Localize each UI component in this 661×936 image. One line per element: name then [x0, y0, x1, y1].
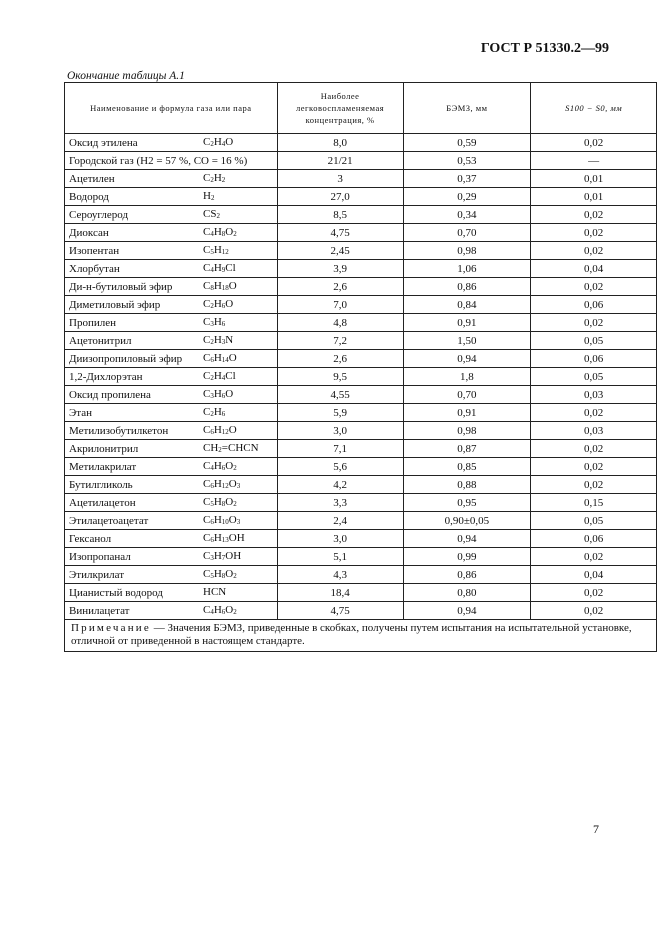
- concentration-cell: 5,6: [277, 458, 403, 476]
- diff-cell: 0,06: [531, 350, 657, 368]
- bemz-cell: 0,53: [403, 152, 531, 170]
- diff-cell: 0,02: [531, 314, 657, 332]
- table-row: [65, 152, 657, 170]
- table-caption: Окончание таблицы А.1: [67, 70, 185, 82]
- gas-name: Пропилен: [69, 316, 116, 329]
- table-row: [65, 296, 657, 314]
- gas-name-cell: [65, 476, 278, 494]
- document-header: ГОСТ Р 51330.2—99: [480, 41, 609, 56]
- diff-cell: 0,01: [531, 188, 657, 206]
- concentration-cell: 2,6: [277, 278, 403, 296]
- gas-name: Ацетилен: [69, 172, 115, 185]
- gas-name-cell: [65, 368, 278, 386]
- gas-formula: $C_5H_{12}$: [203, 244, 229, 256]
- diff-cell: 0,15: [531, 494, 657, 512]
- gas-formula: $C_5H_8O_2$: [203, 496, 237, 508]
- concentration-cell: 2,4: [277, 512, 403, 530]
- column-header-concentration: Наиболее легковоспламеняемая концентрация, %: [277, 83, 403, 134]
- diff-cell: 0,05: [531, 332, 657, 350]
- column-header-diff-text: S100 − S0, мм: [565, 103, 623, 113]
- gas-name: Этан: [69, 406, 92, 419]
- table-row: [65, 422, 657, 440]
- bemz-cell: 0,86: [403, 566, 531, 584]
- gas-name-cell: [65, 332, 278, 350]
- bemz-cell: 0,85: [403, 458, 531, 476]
- gas-name-cell: [65, 134, 278, 152]
- gas-formula: $C_6H_{13}OH$: [203, 532, 245, 544]
- column-header-bemz: БЭМЗ, мм: [403, 83, 531, 134]
- concentration-cell: 3,0: [277, 422, 403, 440]
- concentration-cell: 8,5: [277, 206, 403, 224]
- gas-name-cell: [65, 422, 278, 440]
- bemz-cell: 0,98: [403, 242, 531, 260]
- table-row: [65, 188, 657, 206]
- table-row: [65, 260, 657, 278]
- gas-name: Сероуглерод: [69, 208, 129, 221]
- bemz-cell: 0,59: [403, 134, 531, 152]
- gas-name: Водород: [69, 190, 109, 203]
- gas-name-cell: [65, 278, 278, 296]
- gas-name-cell: [65, 260, 278, 278]
- concentration-cell: 7,0: [277, 296, 403, 314]
- table-row: [65, 566, 657, 584]
- gas-name: Диоксан: [69, 226, 109, 239]
- table-row: [65, 314, 657, 332]
- table-row: [65, 458, 657, 476]
- gas-name-cell: [65, 530, 278, 548]
- gas-formula: $C_2H_3N$: [203, 334, 234, 346]
- diff-cell: 0,05: [531, 368, 657, 386]
- concentration-cell: 2,45: [277, 242, 403, 260]
- gas-name: Метилакрилат: [69, 460, 137, 473]
- concentration-cell: 5,1: [277, 548, 403, 566]
- concentration-cell: 4,8: [277, 314, 403, 332]
- gas-formula: $C_2H_6$: [203, 406, 226, 418]
- diff-cell: 0,02: [531, 242, 657, 260]
- gas-name: Акрилонитрил: [69, 442, 139, 455]
- gas-formula: $C_4H_9Cl$: [203, 262, 236, 274]
- gas-formula: $C_2H_4O$: [203, 136, 234, 148]
- concentration-cell: 2,6: [277, 350, 403, 368]
- concentration-cell: 4,3: [277, 566, 403, 584]
- bemz-cell: 0,99: [403, 548, 531, 566]
- diff-cell: —: [531, 152, 657, 170]
- bemz-cell: 0,98: [403, 422, 531, 440]
- gas-name: Винилацетат: [69, 604, 130, 617]
- bemz-cell: 1,06: [403, 260, 531, 278]
- concentration-cell: 4,55: [277, 386, 403, 404]
- table-row: [65, 206, 657, 224]
- gas-formula: $C_3H_6O$: [203, 388, 234, 400]
- column-header-diff: [531, 83, 657, 134]
- concentration-cell: 21/21: [277, 152, 403, 170]
- gas-name-cell: [65, 224, 278, 242]
- concentration-cell: 27,0: [277, 188, 403, 206]
- diff-cell: 0,02: [531, 404, 657, 422]
- gas-formula: $C_6H_{14}O$: [203, 352, 237, 364]
- table-row: [65, 602, 657, 620]
- gas-name: Хлорбутан: [69, 262, 120, 275]
- concentration-cell: 3,3: [277, 494, 403, 512]
- concentration-cell: 3,0: [277, 530, 403, 548]
- diff-cell: 0,04: [531, 260, 657, 278]
- concentration-cell: 4,2: [277, 476, 403, 494]
- gas-formula: $C_2H_6O$: [203, 298, 234, 310]
- concentration-cell: 4,75: [277, 602, 403, 620]
- bemz-cell: 0,94: [403, 350, 531, 368]
- gas-name-cell: [65, 566, 278, 584]
- gas-name: Ацетонитрил: [69, 334, 132, 347]
- diff-cell: 0,02: [531, 134, 657, 152]
- gas-name-cell: [65, 602, 278, 620]
- gas-name: Оксид пропилена: [69, 388, 151, 401]
- bemz-cell: 0,95: [403, 494, 531, 512]
- gas-formula: $C_4H_8O_2$: [203, 226, 237, 238]
- diff-cell: 0,03: [531, 422, 657, 440]
- gas-name: Бутилгликоль: [69, 478, 133, 491]
- gas-name: Этилацетоацетат: [69, 514, 149, 527]
- concentration-cell: 5,9: [277, 404, 403, 422]
- table-row: [65, 170, 657, 188]
- gas-name: Цианистый водород: [69, 586, 163, 599]
- gas-name: 1,2-Дихлорэтан: [69, 370, 143, 383]
- bemz-cell: 0,86: [403, 278, 531, 296]
- note-label: Примечание: [71, 622, 151, 634]
- bemz-cell: 0,94: [403, 530, 531, 548]
- table-row: [65, 440, 657, 458]
- gas-name: Диизопропиловый эфир: [69, 352, 183, 365]
- gas-name-cell: [65, 188, 278, 206]
- bemz-cell: 0,84: [403, 296, 531, 314]
- gas-name-cell: [65, 386, 278, 404]
- gas-name-cell: [65, 440, 278, 458]
- concentration-cell: 7,1: [277, 440, 403, 458]
- diff-cell: 0,02: [531, 440, 657, 458]
- gas-name: Диметиловый эфир: [69, 298, 161, 311]
- gas-name: Метилизобутилкетон: [69, 424, 169, 437]
- gas-name-cell: [65, 512, 278, 530]
- gas-formula: $C_4H_6O_2$: [203, 460, 237, 472]
- gas-name-cell: [65, 350, 278, 368]
- note-cell: [65, 620, 657, 652]
- bemz-cell: 0,88: [403, 476, 531, 494]
- table-row: [65, 350, 657, 368]
- table-row: [65, 512, 657, 530]
- diff-cell: 0,03: [531, 386, 657, 404]
- gas-formula: HCN: [203, 586, 227, 598]
- gas-name: Изопропанал: [69, 550, 131, 563]
- table-row: [65, 404, 657, 422]
- page-number: 7: [593, 822, 599, 836]
- concentration-cell: 8,0: [277, 134, 403, 152]
- bemz-cell: 0,70: [403, 224, 531, 242]
- gas-name: Ацетилацетон: [69, 496, 136, 509]
- gas-name-cell: [65, 170, 278, 188]
- gas-name: Гексанол: [69, 532, 112, 545]
- table-row: [65, 548, 657, 566]
- diff-cell: 0,02: [531, 476, 657, 494]
- concentration-cell: 3: [277, 170, 403, 188]
- gas-formula: $C_4H_6O_2$: [203, 604, 237, 616]
- gas-properties-table: [64, 82, 657, 652]
- gas-name: Городской газ (H2 = 57 %, CO = 16 %): [69, 154, 248, 167]
- concentration-cell: 3,9: [277, 260, 403, 278]
- bemz-cell: 1,8: [403, 368, 531, 386]
- table-row: [65, 530, 657, 548]
- gas-name-cell: [65, 152, 278, 170]
- diff-cell: 0,02: [531, 278, 657, 296]
- diff-cell: 0,02: [531, 602, 657, 620]
- gas-name: Изопентан: [69, 244, 120, 257]
- gas-formula: $C_2H_4Cl$: [203, 370, 236, 382]
- gas-name-cell: [65, 206, 278, 224]
- diff-cell: 0,02: [531, 224, 657, 242]
- diff-cell: 0,02: [531, 584, 657, 602]
- gas-name-cell: [65, 314, 278, 332]
- bemz-cell: 0,70: [403, 386, 531, 404]
- gas-name-cell: [65, 584, 278, 602]
- table-row: [65, 494, 657, 512]
- table-row: [65, 134, 657, 152]
- concentration-cell: 18,4: [277, 584, 403, 602]
- table-row: [65, 476, 657, 494]
- table-row: [65, 584, 657, 602]
- bemz-cell: 1,50: [403, 332, 531, 350]
- gas-name-cell: [65, 458, 278, 476]
- table-row: [65, 368, 657, 386]
- gas-formula: $C_6H_{12}O$: [203, 424, 237, 436]
- note-row: [65, 620, 657, 652]
- gas-formula: $CS_2$: [203, 208, 220, 220]
- gas-name-cell: [65, 296, 278, 314]
- diff-cell: 0,06: [531, 530, 657, 548]
- concentration-cell: 4,75: [277, 224, 403, 242]
- gas-name-cell: [65, 242, 278, 260]
- gas-formula: $C_3H_7OH$: [203, 550, 242, 562]
- bemz-cell: 0,34: [403, 206, 531, 224]
- bemz-cell: 0,91: [403, 314, 531, 332]
- bemz-cell: 0,37: [403, 170, 531, 188]
- diff-cell: 0,05: [531, 512, 657, 530]
- table-row: [65, 242, 657, 260]
- table-row: [65, 332, 657, 350]
- gas-formula: $C_2H_2$: [203, 172, 226, 184]
- bemz-cell: 0,87: [403, 440, 531, 458]
- gas-formula: $C_3H_6$: [203, 316, 226, 328]
- table-row: [65, 224, 657, 242]
- gas-name: Ди-н-бутиловый эфир: [69, 280, 173, 293]
- bemz-cell: 0,29: [403, 188, 531, 206]
- bemz-cell: 0,90±0,05: [403, 512, 531, 530]
- diff-cell: 0,01: [531, 170, 657, 188]
- gas-formula: $C_5H_8O_2$: [203, 568, 237, 580]
- diff-cell: 0,02: [531, 206, 657, 224]
- table-header-row: [65, 83, 657, 134]
- gas-formula: $CH_2=CHCN$: [203, 442, 259, 454]
- bemz-cell: 0,94: [403, 602, 531, 620]
- table-row: [65, 386, 657, 404]
- note-text: — Значения БЭМЗ, приведенные в скобках, получены путем испытания на испытательной установке, отличной от приведенной в настоящем стандарте.: [71, 622, 632, 647]
- diff-cell: 0,02: [531, 458, 657, 476]
- gas-name-cell: [65, 548, 278, 566]
- concentration-cell: 7,2: [277, 332, 403, 350]
- table-row: [65, 278, 657, 296]
- diff-cell: 0,06: [531, 296, 657, 314]
- gas-formula: $C_6H_{10}O_3$: [203, 514, 241, 526]
- diff-cell: 0,04: [531, 566, 657, 584]
- gas-name: Оксид этилена: [69, 136, 138, 149]
- gas-formula: $C_6H_{12}O_3$: [203, 478, 241, 490]
- diff-cell: 0,02: [531, 548, 657, 566]
- gas-name: Этилкрилат: [69, 568, 125, 581]
- column-header-name: Наименование и формула газа или пара: [65, 83, 278, 134]
- concentration-cell: 9,5: [277, 368, 403, 386]
- bemz-cell: 0,80: [403, 584, 531, 602]
- gas-name-cell: [65, 404, 278, 422]
- bemz-cell: 0,91: [403, 404, 531, 422]
- gas-formula: $C_8H_{18}O$: [203, 280, 237, 292]
- gas-formula: $H_2$: [203, 190, 215, 202]
- gas-name-cell: [65, 494, 278, 512]
